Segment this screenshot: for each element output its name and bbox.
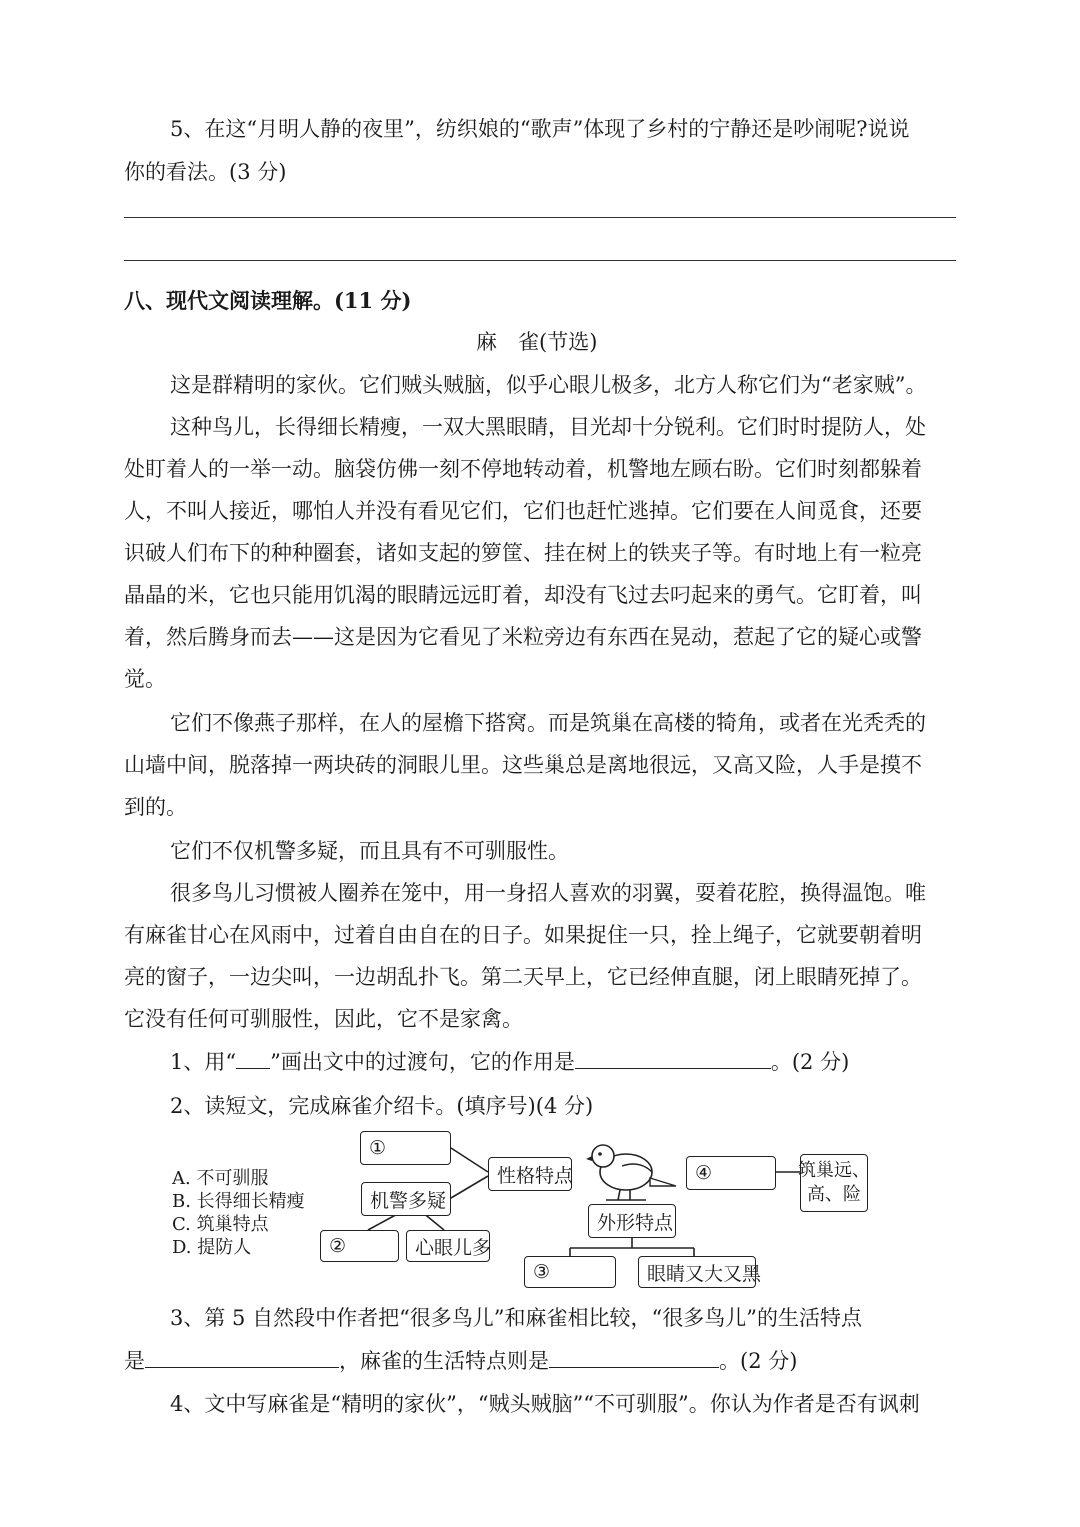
question-4: 4、文中写麻雀是“精明的家伙”，“贼头贼脑”“不可驯服”。你认为作者是否有讽刺 [170, 1392, 920, 1416]
option-d: D. 提防人 [172, 1237, 252, 1258]
q3-text-b: ，麻雀的生活特点则是 [339, 1349, 549, 1373]
personality-box [488, 1157, 572, 1191]
option-c: C. 筑巢特点 [172, 1214, 269, 1235]
q3-text-a: 是 [124, 1349, 145, 1373]
appearance-label: 外形特点 [597, 1211, 674, 1234]
nest-far-label-1: 筑巢远、 [798, 1160, 870, 1181]
q5-line-2: 你的看法。(3 分) [124, 160, 287, 184]
passage-line: 它们不像燕子那样，在人的屋檐下搭窝。而是筑巢在高楼的犄角，或者在光秃秃的 [170, 711, 926, 735]
passage-line: 晶晶的米，它也只能用饥渴的眼睛远远盯着，却没有飞过去叼起来的勇气。它盯着，叫 [124, 583, 922, 607]
passage-line: 很多鸟儿习惯被人圈养在笼中，用一身招人喜欢的羽翼，耍着花腔，换得温饱。唯 [170, 881, 926, 905]
answer-box-1[interactable] [360, 1131, 451, 1165]
box-4-label: ④ [695, 1162, 713, 1184]
passage-line: 处盯着人的一举一动。脑袋仿佛一刻不停地转动着，机警地左顾右盼。它们时刻都躲着 [124, 457, 922, 481]
option-b: B. 长得细长精瘦 [172, 1191, 305, 1212]
nest-far-box [800, 1154, 868, 1212]
q5-line-1: 5、在这“月明人静的夜里”，纺织娘的“歌声”体现了乡村的宁静还是吵闹呢?说说 [170, 117, 910, 141]
box-1-label: ① [369, 1137, 387, 1159]
passage-line: 它没有任何可驯服性，因此，它不是家禽。 [124, 1007, 523, 1031]
question-3-line-2 [124, 1345, 797, 1375]
alert-label: 机警多疑 [370, 1189, 447, 1212]
sparrow-icon [586, 1145, 676, 1200]
alert-box [361, 1182, 451, 1216]
passage-line: 山墙中间，脱落掉一两块砖的洞眼儿里。这些巢总是离地很远，又高又险，人手是摸不 [124, 753, 922, 777]
many-minds-box [406, 1230, 490, 1262]
passage-line: 亮的窗子，一边尖叫，一边胡乱扑飞。第二天早上，它已经伸直腿，闭上眼睛死掉了。 [124, 965, 922, 989]
box-3-label: ③ [533, 1261, 551, 1283]
passage-line: 这种鸟儿，长得细长精瘦，一双大黑眼睛，目光却十分锐利。它们时时提防人，处 [170, 415, 926, 439]
question-3-line-1: 3、第 5 自然段中作者把“很多鸟儿”和麻雀相比较，“很多鸟儿”的生活特点 [170, 1306, 863, 1330]
option-a: A. 不可驯服 [172, 1168, 269, 1189]
q1-text-a: 1、用“ [170, 1050, 237, 1074]
personality-label: 性格特点 [497, 1164, 574, 1187]
section-heading: 八、现代文阅读理解。(11 分) [124, 288, 412, 313]
q3-text-c: 。(2 分) [719, 1349, 798, 1373]
answer-box-3[interactable] [524, 1256, 616, 1288]
passage-line: 觉。 [124, 667, 166, 691]
passage-line: 到的。 [124, 795, 187, 819]
many-minds-label: 心眼儿多 [415, 1236, 492, 1259]
q3-answer-blank-1[interactable] [145, 1349, 339, 1368]
passage-line: 它们不仅机警多疑，而且具有不可驯服性。 [170, 839, 569, 863]
q1-text-b: ”画出文中的过渡句，它的作用是 [270, 1050, 575, 1074]
q1-text-c: 。(2 分) [770, 1050, 850, 1074]
answer-box-2[interactable] [320, 1230, 399, 1262]
passage-line: 有麻雀甘心在风雨中，过着自由自在的日子。如果捉住一只，拴上绳子，它就要朝着明 [124, 923, 922, 947]
passage-title: 麻 雀(节选) [476, 330, 598, 354]
passage-line: 人，不叫人接近，哪怕人并没有看见它们，它们也赶忙逃掉。它们要在人间觅食，还要 [124, 499, 922, 523]
passage-line: 这是群精明的家伙。它们贼头贼脑，似乎心眼儿极多，北方人称它们为“老家贼”。 [170, 373, 927, 397]
appearance-box [588, 1204, 676, 1238]
box-2-label: ② [329, 1235, 347, 1257]
big-eyes-box [638, 1256, 762, 1288]
q3-answer-blank-2[interactable] [549, 1349, 719, 1368]
question-2: 2、读短文，完成麻雀介绍卡。(填序号)(4 分) [170, 1094, 594, 1118]
passage-line: 识破人们布下的种种圈套，诸如支起的箩筐、挂在树上的铁夹子等。有时地上有一粒亮 [124, 541, 922, 565]
answer-box-4[interactable] [686, 1156, 776, 1190]
nest-far-label-2: 高、险 [807, 1184, 861, 1205]
big-eyes-label: 眼睛又大又黑 [647, 1262, 762, 1285]
passage-line: 着，然后腾身而去——这是因为它看见了米粒旁边有东西在晃动，惹起了它的疑心或警 [124, 625, 922, 649]
